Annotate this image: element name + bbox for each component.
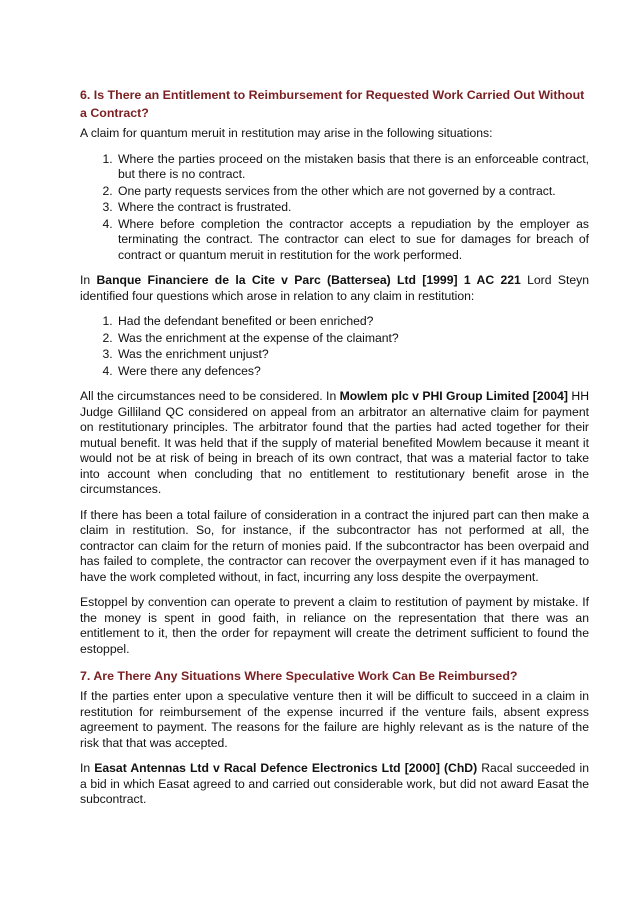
easat-paragraph: [80, 761, 589, 808]
list-item: 4. Were there any defences?: [116, 364, 589, 380]
list-item: 3. Was the enrichment unjust?: [116, 347, 589, 363]
easat-suffix: Racal succeeded in a bid in which Easat agreed to and carried out considerable work, but did not award Easat the subcontract.: [80, 761, 589, 806]
speculative-paragraph: If the parties enter upon a speculative venture then it will be difficult to succeed in a claim in restitution for reimbursement of the expense incurred if the venture fails, absent express agreement to payment. The reasons for the failure are highly relevant as is the nature of the risk that that was accepted.: [80, 689, 589, 750]
easat-case-citation: Easat Antennas Ltd v Racal Defence Electronics Ltd [2000] (ChD): [94, 761, 478, 775]
list-item: 1. Where the parties proceed on the mistaken basis that there is an enforceable contract, but there is no contract.: [116, 152, 589, 183]
banque-prefix: In: [80, 273, 97, 287]
document-page: [80, 86, 589, 818]
list-item: 1. Had the defendant benefited or been enriched?: [116, 314, 589, 330]
list-item: 2. Was the enrichment at the expense of the claimant?: [116, 331, 589, 347]
mowlem-suffix: HH Judge Gilliland QC considered on appeal from an arbitrator an alternative claim for payment on restitutionary principles. The arbitrator found that the parties had acted together for their mutual benefit. It was held that if the supply of material benefited Mowlem because it meant it would not be at risk of being in breach of its own contract, that was a material factor to take into account when concluding that no entitlement to restitutionary benefit arose in the circumstances.: [80, 389, 589, 496]
situations-list: [80, 152, 589, 264]
easat-prefix: In: [80, 761, 95, 775]
banque-case-citation: Banque Financiere de la Cite v Parc (Battersea) Ltd [1999] 1 AC 221: [96, 273, 521, 287]
list-item: 2. One party requests services from the other which are not governed by a contract.: [116, 184, 589, 200]
mowlem-case-citation: Mowlem plc v PHI Group Limited [2004]: [339, 389, 568, 403]
banque-paragraph: [80, 273, 589, 304]
mowlem-prefix: All the circumstances need to be considered. In: [80, 389, 340, 403]
section-6-intro: A claim for quantum meruit in restitution may arise in the following situations:: [80, 126, 493, 140]
section-7-heading: 7. Are There Any Situations Where Speculative Work Can Be Reimbursed?: [80, 669, 518, 683]
failure-paragraph: If there has been a total failure of consideration in a contract the injured part can then make a claim in restitution. So, for instance, if the subcontractor has not performed at all, the contractor can claim for the return of monies paid. If the subcontractor has been overpaid and has failed to complete, the contractor can recover the overpayment even if it has managed to have the work completed without, in fact, incurring any loss despite the overpayment.: [80, 507, 589, 584]
banque-suffix: Lord Steyn identified four questions which arose in relation to any claim in restitution:: [80, 273, 589, 303]
questions-list: [80, 314, 589, 379]
list-item: 3. Where the contract is frustrated.: [116, 200, 589, 216]
list-item: 4. Where before completion the contractor accepts a repudiation by the employer as terminating the contract. The contractor can elect to sue for damages for breach of contract or quantum meruit in restitution for the work performed.: [116, 217, 589, 264]
section-6-heading: 6. Is There an Entitlement to Reimbursement for Requested Work Carried Out Without a Contract?: [80, 88, 585, 120]
estoppel-paragraph: Estoppel by convention can operate to prevent a claim to restitution of payment by mistake. If the money is spent in good faith, in reliance on the representation that there was an entitlement to it, then the order for repayment will create the detriment sufficient to found the estoppel.: [80, 595, 589, 656]
mowlem-paragraph: [80, 389, 589, 498]
